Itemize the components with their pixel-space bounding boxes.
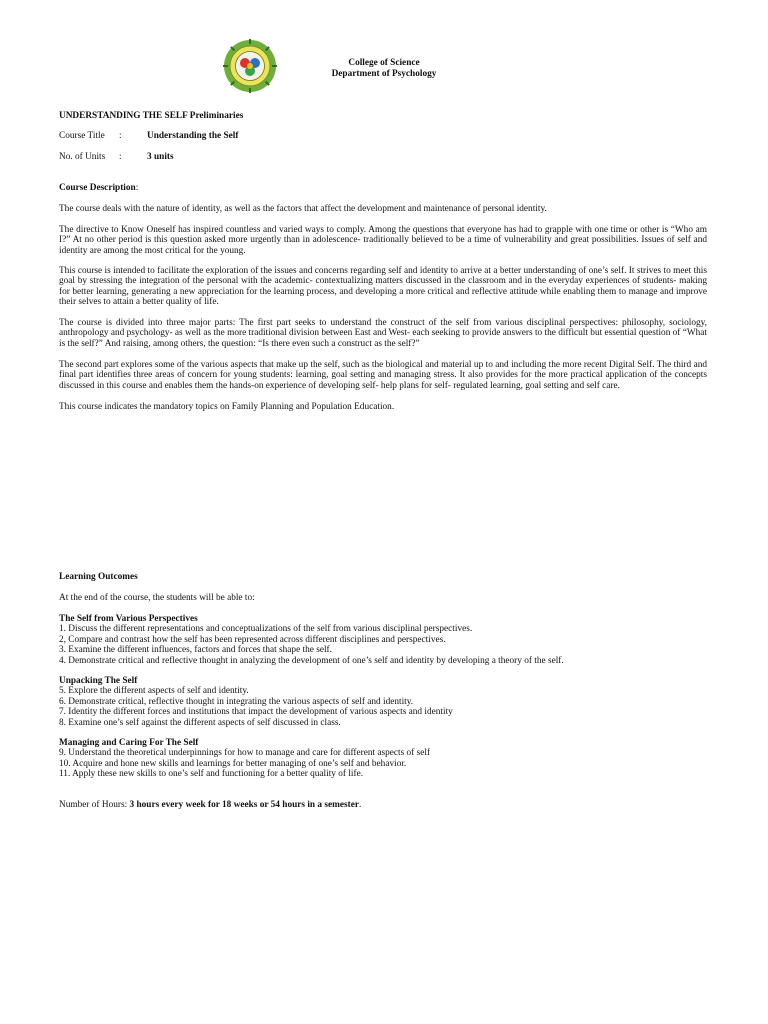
outcome-item: 4. Demonstrate critical and reflective thought in analyzing the development of one’s self and identity by developing a theory of the self. xyxy=(59,655,564,666)
learning-outcomes-intro: At the end of the course, the students will be able to: xyxy=(59,593,255,603)
document-title: UNDERSTANDING THE SELF Preliminaries xyxy=(59,111,244,121)
outcome-item: 8. Examine one’s self against the different aspects of self discussed in class. xyxy=(59,717,341,728)
outcome-item: 2, Compare and contrast how the self has been represented across different disciplines and perspectives. xyxy=(59,634,446,645)
course-units-value: 3 units xyxy=(147,152,174,162)
course-title-label: Course Title xyxy=(59,131,105,141)
outcome-section-title: Managing and Caring For The Self xyxy=(59,738,199,748)
outcome-section-perspectives xyxy=(59,614,707,666)
description-paragraph-2: The directive to Know Oneself has inspired countless and varied ways to comply. Among the questions that everyone has had to grapple with one time or other is “Who am I?” At no other period is this question asked more urgently than in adolescence- traditionally believed to be a time of vulnerability and great possibilities. Issues of self and identity are among the most critical for the young. xyxy=(59,225,707,256)
description-paragraph-4: The course is divided into three major parts: The first part seeks to understand the construct of the self from various disciplinal perspectives: philosophy, sociology, anthropology and psychology- as well as the more traditional division between East and West- each seeking to provide answers to the difficult but essential question of “What is the self?” And raising, among others, the question: “Is there even such a construct as the self?” xyxy=(59,318,707,349)
outcome-item: 6. Demonstrate critical, reflective thought in integrating the various aspects of self and identity. xyxy=(59,696,414,707)
hours-value: 3 hours every week for 18 weeks or 54 hours in a semester xyxy=(129,800,359,810)
course-description-heading xyxy=(59,183,707,193)
hours-end: . xyxy=(358,800,362,810)
course-units-separator: : xyxy=(119,152,122,162)
description-paragraph-6: This course indicates the mandatory topics on Family Planning and Population Education. xyxy=(59,402,395,412)
description-paragraph-1: The course deals with the nature of identity, as well as the factors that affect the development and maintenance of personal identity. xyxy=(59,204,547,214)
outcome-item: 11. Apply these new skills to one’s self and functioning for a better quality of life. xyxy=(59,769,364,780)
course-description-heading-colon: : xyxy=(135,183,139,193)
learning-outcomes-heading: Learning Outcomes xyxy=(59,572,138,582)
course-units-label: No. of Units xyxy=(59,152,106,162)
college-name: College of Science xyxy=(348,58,420,68)
outcome-item: 7. Identity the different forces and institutions that impact the development of various aspects and identity xyxy=(59,707,453,718)
outcome-item: 3. Examine the different influences, factors and forces that shape the self. xyxy=(59,645,332,656)
department-name: Department of Psychology xyxy=(331,68,437,79)
course-title-value: Understanding the Self xyxy=(147,131,239,141)
outcome-section-unpacking xyxy=(59,676,707,728)
outcome-section-title: Unpacking The Self xyxy=(59,676,138,686)
outcome-item: 9. Understand the theoretical underpinnings for how to manage and care for different aspects of self xyxy=(59,748,431,759)
outcome-item: 1. Discuss the different representations and conceptualizations of the self from various disciplinal perspectives. xyxy=(59,624,473,635)
hours-label: Number of Hours: xyxy=(59,800,130,810)
description-paragraph-3: This course is intended to facilitate the exploration of the issues and concerns regarding self and identity to arrive at a better understanding of one’s self. It strives to meet this goal by stressing the integration of the personal with the academic- contextualizing matters discussed in the classroom and in the everyday experiences of students- making for better learning, generating a new appreciation for the learning process, and developing a more critical and reflective attitude while enabling them to manage and improve their selves to attain a better quality of life. xyxy=(59,266,707,308)
outcome-section-title: The Self from Various Perspectives xyxy=(59,614,198,624)
outcome-item: 10. Acquire and hone new skills and learnings for better managing of one’s self and behavior. xyxy=(59,758,407,769)
document-header xyxy=(300,58,468,79)
course-units-row xyxy=(59,152,707,162)
description-paragraph-5: The second part explores some of the various aspects that make up the self, such as the biological and material up to and including the more recent Digital Self. The third and final part identifies three areas of concern for young students: learning, goal setting and managing stress. It also provides for the more practical application of the concepts discussed in this course and enables them the hands-on experience of developing self- help plans for self- regulated learning, goal setting and self care. xyxy=(59,360,707,391)
course-title-separator: : xyxy=(119,131,122,141)
outcome-section-managing xyxy=(59,738,707,780)
number-of-hours xyxy=(59,800,707,810)
course-title-row xyxy=(59,131,707,141)
outcome-item: 5. Explore the different aspects of self and identity. xyxy=(59,686,249,697)
college-seal-logo xyxy=(222,38,278,94)
course-description-heading-text: Course Description xyxy=(59,183,136,193)
